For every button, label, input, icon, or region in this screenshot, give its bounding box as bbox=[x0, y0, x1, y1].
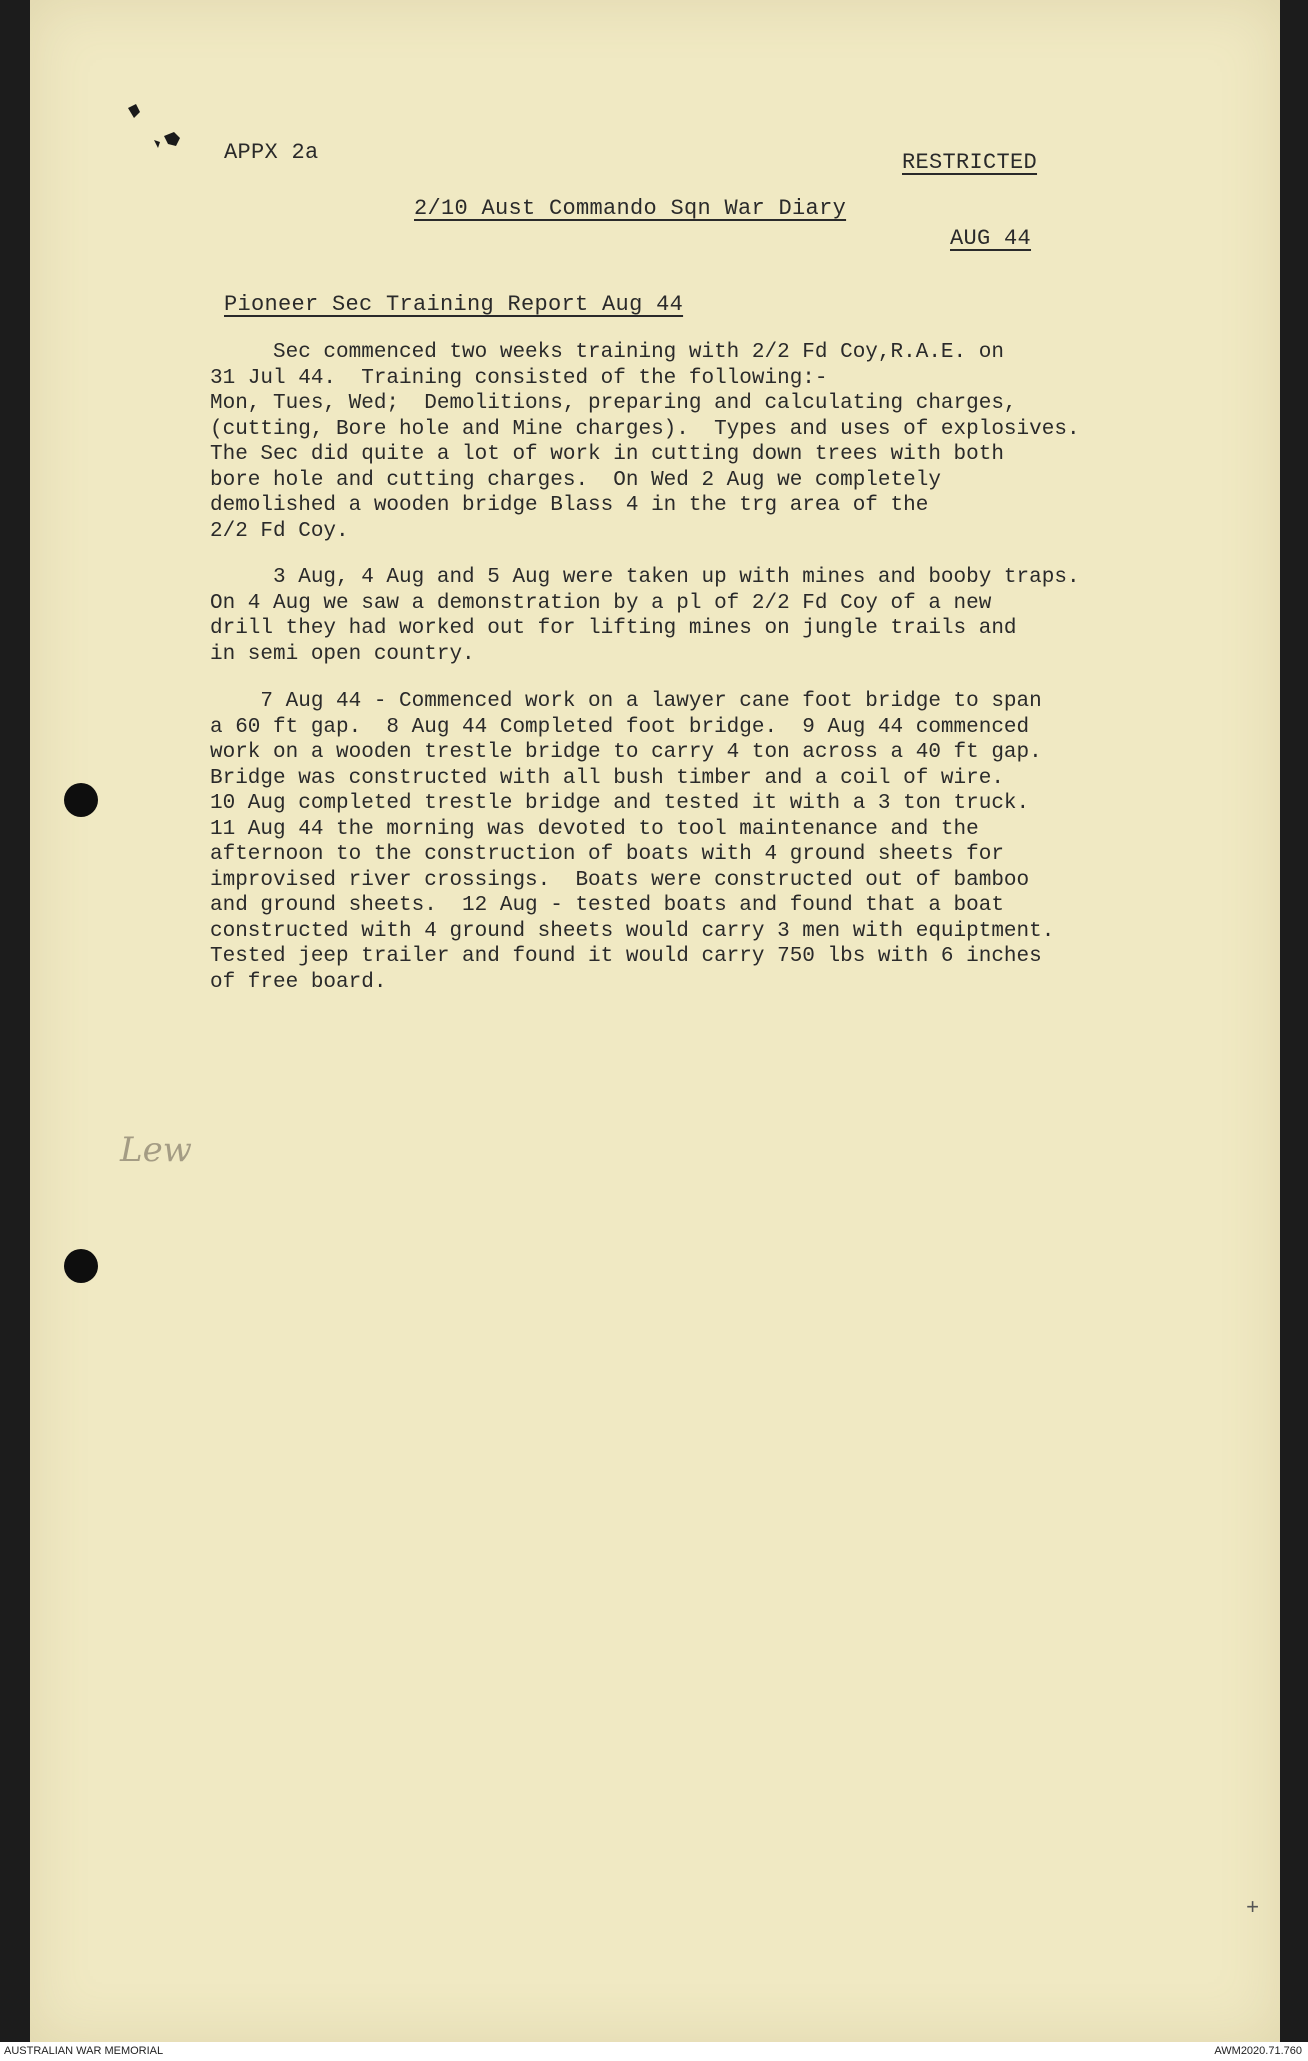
corner-mark: + bbox=[1246, 1896, 1260, 1921]
document-page bbox=[30, 0, 1280, 2042]
ink-blot-marks bbox=[114, 96, 194, 166]
diary-title: 2/10 Aust Commando Sqn War Diary bbox=[414, 196, 847, 221]
report-paragraph: Sec commenced two weeks training with 2/2 Fd Coy,R.A.E. on 31 Jul 44. Training consisted of the following:- Mon, Tues, Wed; Demolitions, preparing and calculating charges, (cutting, Bore hole and Mine charges). Types and uses of explosives. The Sec did quite a lot of work in cutting down trees with both bore hole and cutting charges. On Wed 2 Aug we completely demolished a wooden bridge Blass 4 in the trg area of the 2/2 Fd Coy. bbox=[210, 341, 1080, 543]
classification-label: RESTRICTED bbox=[902, 150, 1038, 175]
appendix-label: APPX 2a bbox=[224, 140, 319, 165]
handwritten-initials: Lew bbox=[120, 1130, 192, 1170]
punch-hole bbox=[64, 1249, 98, 1283]
archive-name: AUSTRALIAN WAR MEMORIAL bbox=[4, 2045, 164, 2057]
punch-hole bbox=[64, 783, 98, 817]
report-title: Pioneer Sec Training Report Aug 44 bbox=[224, 292, 684, 317]
diary-date: AUG 44 bbox=[950, 226, 1032, 251]
report-paragraph: 7 Aug 44 - Commenced work on a lawyer cane foot bridge to span a 60 ft gap. 8 Aug 44 Completed foot bridge. 9 Aug 44 commenced work on a wooden trestle bridge to carry 4 ton across a 40 ft gap. Bridge was constructed with all bush timber and a coil of wire. 10 Aug completed trestle bridge and tested it with a 3 ton truck. 11 Aug 44 the morning was devoted to tool maintenance and the afternoon to the construction of boats with 4 ground sheets for improvised river crossings. Boats were constructed out of bamboo and ground sheets. 12 Aug - tested boats and found that a boat constructed with 4 ground sheets would carry 3 men with equiptment. Tested jeep trailer and found it would carry 750 lbs with 6 inches of free board. bbox=[210, 690, 1055, 994]
archive-footer bbox=[0, 2042, 1308, 2061]
report-paragraph: 3 Aug, 4 Aug and 5 Aug were taken up with mines and booby traps. On 4 Aug we saw a demonstration by a pl of 2/2 Fd Coy of a new drill they had worked out for lifting mines on jungle trails and in semi open country. bbox=[210, 566, 1080, 666]
archive-reference: AWM2020.71.760 bbox=[1214, 2045, 1302, 2057]
